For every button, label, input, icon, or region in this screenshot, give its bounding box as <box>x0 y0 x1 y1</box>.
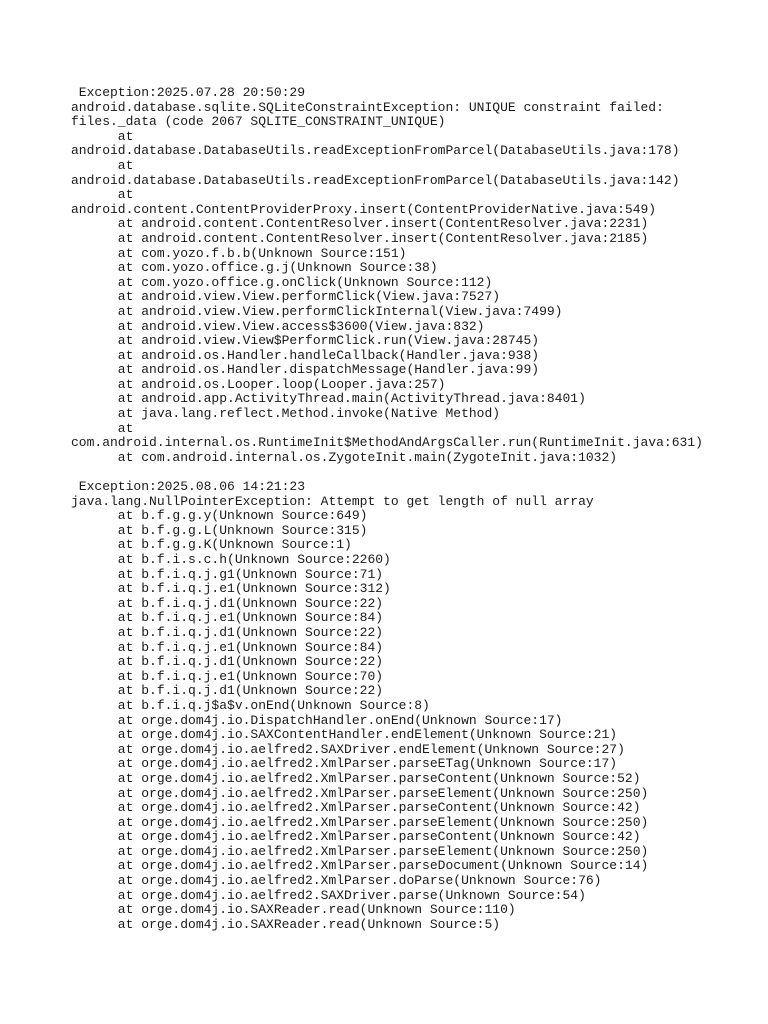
exception-block <box>71 86 761 465</box>
stack-frame-line: at b.f.i.q.j.d1(Unknown Source:22) <box>71 654 384 670</box>
stack-frame-line: at b.f.g.g.y(Unknown Source:649) <box>71 508 368 524</box>
stack-frame-line: at b.f.i.q.j.d1(Unknown Source:22) <box>71 595 384 611</box>
stack-frame-line: at orge.dom4j.io.SAXContentHandler.endElement(Unknown Source:21) <box>71 727 618 743</box>
stack-frame-line: at b.f.i.q.j$a$v.onEnd(Unknown Source:8) <box>71 697 430 713</box>
stack-frame-line: at b.f.i.q.j.g1(Unknown Source:71) <box>71 566 384 582</box>
stack-frame-line: at android.os.Handler.dispatchMessage(Handler.java:99) <box>71 362 540 378</box>
stack-frame-line: at <box>71 420 134 436</box>
exception-timestamp: Exception:2025.07.28 20:50:29 <box>71 85 306 100</box>
stack-frame-line: at java.lang.reflect.Method.invoke(Native Method) <box>71 406 501 422</box>
stack-frame-line: at android.view.View.access$3600(View.java:832) <box>71 318 485 334</box>
stack-frame-line: at orge.dom4j.io.aelfred2.XmlParser.parseContent(Unknown Source:42) <box>71 829 641 845</box>
stack-frame-line: at com.android.internal.os.ZygoteInit.main(ZygoteInit.java:1032) <box>71 449 618 465</box>
stack-frame-line: at com.yozo.office.g.j(Unknown Source:38) <box>71 260 438 276</box>
stack-frame-line: at orge.dom4j.io.SAXReader.read(Unknown Source:5) <box>71 916 501 932</box>
stack-frame-line: at <box>71 157 134 173</box>
exception-message-line: files._data (code 2067 SQLITE_CONSTRAINT_UNIQUE) <box>71 114 446 130</box>
stack-frame-line: at b.f.i.q.j.e1(Unknown Source:312) <box>71 581 391 597</box>
exception-message-line: java.lang.NullPointerException: Attempt to get length of null array <box>71 493 594 509</box>
stack-frame-line: at orge.dom4j.io.aelfred2.XmlParser.parseElement(Unknown Source:250) <box>71 843 649 859</box>
stack-frame-line: at orge.dom4j.io.DispatchHandler.onEnd(Unknown Source:17) <box>71 712 563 728</box>
stack-frame-line: at android.os.Looper.loop(Looper.java:257) <box>71 376 446 392</box>
stack-frame-line: at orge.dom4j.io.aelfred2.XmlParser.doParse(Unknown Source:76) <box>71 873 602 889</box>
stack-frame-line: at b.f.i.q.j.e1(Unknown Source:70) <box>71 668 384 684</box>
exception-message-line: android.database.sqlite.SQLiteConstraintException: UNIQUE constraint failed: <box>71 99 664 115</box>
stack-frame-line: at orge.dom4j.io.aelfred2.XmlParser.parseContent(Unknown Source:52) <box>71 770 641 786</box>
stack-frame-line: at <box>71 128 134 144</box>
exception-message-line: com.android.internal.os.RuntimeInit$MethodAndArgsCaller.run(RuntimeInit.java:631) <box>71 435 703 451</box>
exception-message-line: android.database.DatabaseUtils.readExceptionFromParcel(DatabaseUtils.java:142) <box>71 172 680 188</box>
stack-frame-line: at android.os.Handler.handleCallback(Handler.java:938) <box>71 347 540 363</box>
stack-frame-line: at orge.dom4j.io.aelfred2.XmlParser.parseElement(Unknown Source:250) <box>71 814 649 830</box>
block-separator <box>71 465 761 480</box>
stack-frame-line: at orge.dom4j.io.aelfred2.XmlParser.parseContent(Unknown Source:42) <box>71 800 641 816</box>
stack-frame-line: at b.f.i.q.j.e1(Unknown Source:84) <box>71 639 384 655</box>
stack-frame-line: at orge.dom4j.io.SAXReader.read(Unknown Source:110) <box>71 902 516 918</box>
stack-frame-line: at orge.dom4j.io.aelfred2.XmlParser.parseElement(Unknown Source:250) <box>71 785 649 801</box>
stack-frame-line: at com.yozo.office.g.onClick(Unknown Source:112) <box>71 274 493 290</box>
stack-frame-line: at orge.dom4j.io.aelfred2.XmlParser.parseDocument(Unknown Source:14) <box>71 858 649 874</box>
stack-frame-line: at android.view.View.performClickInternal(View.java:7499) <box>71 303 563 319</box>
stack-frame-line: at b.f.i.s.c.h(Unknown Source:2260) <box>71 552 391 567</box>
stack-frame-line: at orge.dom4j.io.aelfred2.XmlParser.parseETag(Unknown Source:17) <box>71 756 618 772</box>
exception-message-line: android.content.ContentProviderProxy.insert(ContentProviderNative.java:549) <box>71 201 657 217</box>
stack-frame-line: at b.f.g.g.L(Unknown Source:315) <box>71 522 368 538</box>
stack-frame-line: at orge.dom4j.io.aelfred2.SAXDriver.parse(Unknown Source:54) <box>71 887 586 903</box>
exception-message-line: android.database.DatabaseUtils.readExceptionFromParcel(DatabaseUtils.java:178) <box>71 143 680 159</box>
stack-frame-line: at b.f.g.g.K(Unknown Source:1) <box>71 537 352 553</box>
exception-timestamp: Exception:2025.08.06 14:21:23 <box>71 479 306 495</box>
exception-block <box>71 480 761 932</box>
exception-log <box>71 86 761 932</box>
stack-frame-line: at orge.dom4j.io.aelfred2.SAXDriver.endElement(Unknown Source:27) <box>71 741 625 757</box>
stack-frame-line: at android.content.ContentResolver.insert(ContentResolver.java:2231) <box>71 216 649 232</box>
stack-frame-line: at com.yozo.f.b.b(Unknown Source:151) <box>71 245 407 261</box>
stack-frame-line: at b.f.i.q.j.d1(Unknown Source:22) <box>71 624 384 640</box>
stack-frame-line: at android.app.ActivityThread.main(ActivityThread.java:8401) <box>71 391 586 407</box>
stack-frame-line: at android.view.View$PerformClick.run(View.java:28745) <box>71 333 540 349</box>
stack-frame-line: at android.view.View.performClick(View.java:7527) <box>71 289 501 305</box>
stack-frame-line: at android.content.ContentResolver.insert(ContentResolver.java:2185) <box>71 230 649 246</box>
stack-frame-line: at <box>71 187 134 203</box>
stack-frame-line: at b.f.i.q.j.d1(Unknown Source:22) <box>71 683 384 699</box>
stack-frame-line: at b.f.i.q.j.e1(Unknown Source:84) <box>71 610 384 626</box>
